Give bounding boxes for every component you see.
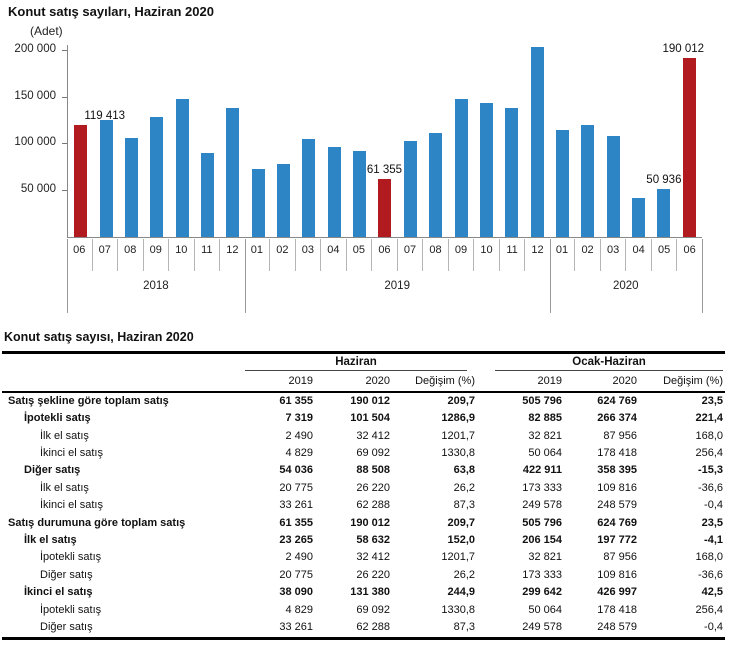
- bar-2020-04: [632, 198, 645, 237]
- bar-2018-11: [201, 153, 214, 237]
- empty-header-cell: [2, 373, 243, 391]
- row-value: 101 504: [350, 412, 390, 425]
- year-separator-line: [245, 239, 246, 313]
- col-header-haziran-2019: 2019: [243, 373, 315, 391]
- table-row: [2, 462, 725, 479]
- bar-2019-01: [252, 169, 265, 237]
- table-row: [2, 602, 725, 619]
- row-value: 26,2: [453, 481, 476, 494]
- table-row: [2, 532, 725, 549]
- bar-slot-2019-11: [499, 45, 524, 237]
- row-label: Diğer satış: [2, 619, 243, 638]
- col-header-ocakhaz-2019: 2019: [477, 373, 564, 391]
- row-value: 249 578: [522, 499, 563, 512]
- row-value: 358 395: [597, 464, 638, 477]
- row-value: 173 333: [522, 568, 563, 581]
- row-value: 23 265: [279, 534, 313, 547]
- row-value: -0,4: [704, 499, 724, 512]
- row-value: 131 380: [350, 586, 390, 599]
- row-label: İpotekli satış: [40, 551, 102, 564]
- row-value: 178 418: [597, 603, 638, 616]
- row-value: 32 412: [356, 429, 390, 442]
- bar-2019-09: [455, 99, 468, 237]
- bar-slot-2019-04: [322, 45, 347, 237]
- x-tick-label-2018-08: 08: [118, 239, 144, 271]
- table-row: [2, 445, 725, 462]
- bar-slot-2020-06: [677, 45, 702, 237]
- bar-2019-06: [378, 179, 391, 237]
- table-row: [2, 567, 725, 584]
- row-value: 7 319: [285, 412, 313, 425]
- row-value: 505 796: [522, 394, 563, 407]
- y-tick-label-50000: 50 000: [20, 183, 56, 195]
- x-tick-label-2019-01: 01: [245, 239, 271, 271]
- row-value: 109 816: [597, 481, 638, 494]
- bar-slot-2019-03: [296, 45, 321, 237]
- bar-value-label-2018-06: 119 413: [84, 110, 126, 122]
- bar-2020-01: [556, 130, 569, 237]
- row-value: 624 769: [597, 516, 638, 529]
- row-value: 209,7: [447, 394, 476, 407]
- row-value: 2 490: [285, 551, 313, 564]
- bar-slot-2019-05: [347, 45, 372, 237]
- y-tick-label-200000: 200 000: [14, 43, 56, 55]
- bar-2019-03: [302, 139, 315, 237]
- bar-slot-2019-01: [246, 45, 271, 237]
- row-value: 23,5: [701, 394, 724, 407]
- row-value: 168,0: [695, 551, 724, 564]
- x-tick-label-2020-02: 02: [575, 239, 601, 271]
- row-label: Satış şekline göre toplam satış: [8, 394, 169, 407]
- bar-2019-08: [429, 133, 442, 237]
- row-value: 206 154: [522, 534, 563, 547]
- bar-2018-08: [125, 138, 138, 237]
- row-value: 23,5: [701, 516, 724, 529]
- row-value: 1201,7: [441, 429, 476, 442]
- bar-2018-09: [150, 117, 163, 237]
- row-value: 221,4: [695, 412, 724, 425]
- row-value: 33 261: [243, 619, 315, 638]
- x-tick-label-2019-06: 06: [372, 239, 398, 271]
- table-row: [2, 515, 725, 532]
- row-value: 1201,7: [441, 551, 476, 564]
- row-label: İlk el satış: [40, 481, 89, 494]
- bar-slot-2019-08: [423, 45, 448, 237]
- row-value: 87,3: [392, 619, 477, 638]
- row-value: 88 508: [356, 464, 390, 477]
- row-value: 209,7: [447, 516, 476, 529]
- row-label: İkinci el satış: [40, 499, 103, 512]
- row-value: 54 036: [279, 464, 313, 477]
- table-title: Konut satış sayısı, Haziran 2020: [4, 330, 194, 344]
- row-label: Diğer satış: [40, 568, 93, 581]
- row-value: 249 578: [477, 619, 564, 638]
- row-value: 69 092: [356, 603, 390, 616]
- table-group-header-row: [2, 353, 725, 374]
- row-value: 62 288: [315, 619, 392, 638]
- bar-slot-2019-02: [271, 45, 296, 237]
- bar-slot-2020-03: [601, 45, 626, 237]
- bar-slot-2018-12: [220, 45, 245, 237]
- x-tick-label-2020-01: 01: [550, 239, 576, 271]
- row-value: 32 821: [528, 429, 563, 442]
- row-value: 87,3: [453, 499, 476, 512]
- row-value: 1330,8: [441, 603, 476, 616]
- row-value: 624 769: [597, 394, 638, 407]
- bar-slot-2020-04: [626, 45, 651, 237]
- row-value: 109 816: [597, 568, 638, 581]
- row-value: 256,4: [695, 603, 724, 616]
- bar-slot-2019-12: [524, 45, 549, 237]
- row-value: 266 374: [597, 412, 638, 425]
- row-value: 63,8: [453, 464, 476, 477]
- bar-slot-2018-09: [144, 45, 169, 237]
- row-value: 26,2: [453, 568, 476, 581]
- row-value: 4 829: [285, 603, 313, 616]
- bar-slot-2020-02: [575, 45, 600, 237]
- table-row: [2, 410, 725, 427]
- row-value: 26 220: [356, 568, 390, 581]
- row-value: 152,0: [447, 534, 476, 547]
- housing-sales-bar-chart: [0, 0, 730, 320]
- chart-title: Konut satış sayıları, Haziran 2020: [8, 4, 214, 19]
- row-value: 61 355: [279, 516, 313, 529]
- x-tick-label-2019-08: 08: [423, 239, 449, 271]
- col-header-haziran-2020: 2020: [315, 373, 392, 391]
- row-value: 256,4: [695, 447, 724, 460]
- col-header-haziran-change: Değişim (%): [392, 373, 477, 391]
- row-value: -36,6: [697, 568, 724, 581]
- x-tick-label-2018-12: 12: [226, 244, 239, 256]
- row-value: 168,0: [695, 429, 724, 442]
- row-value: 82 885: [528, 412, 563, 425]
- row-value: 20 775: [279, 568, 313, 581]
- x-tick-label-2019-10: 10: [474, 239, 500, 271]
- row-label: İlk el satış: [24, 534, 77, 547]
- row-value: 62 288: [356, 499, 390, 512]
- row-value: 1286,9: [441, 412, 476, 425]
- x-axis-month-band: [67, 239, 702, 271]
- x-tick-label-2019-07: 07: [398, 239, 424, 271]
- bar-slot-2018-10: [169, 45, 194, 237]
- group-header-haziran-label: Haziran: [245, 356, 467, 371]
- x-tick-label-2020-06: 06: [683, 244, 696, 256]
- x-tick-label-2018-06: 06: [67, 239, 93, 271]
- row-value: 50 064: [528, 603, 563, 616]
- row-value: 32 412: [356, 551, 390, 564]
- bar-2019-12: [531, 47, 544, 237]
- row-value: 69 092: [356, 447, 390, 460]
- table-row: [2, 497, 725, 514]
- row-value: 299 642: [522, 586, 563, 599]
- row-value: 178 418: [597, 447, 638, 460]
- row-value: 50 064: [528, 447, 563, 460]
- x-tick-label-2018-07: 07: [93, 239, 119, 271]
- group-header-ocak-haziran: [477, 353, 725, 374]
- bar-2018-10: [176, 99, 189, 237]
- x-tick-label-2019-09: 09: [449, 239, 475, 271]
- year-label-2019: 2019: [384, 280, 410, 292]
- row-value: -0,4: [639, 619, 725, 638]
- row-label: İpotekli satış: [40, 603, 102, 616]
- row-value: 190 012: [350, 516, 390, 529]
- bar-slot-2019-09: [448, 45, 473, 237]
- row-value: -15,3: [697, 464, 724, 477]
- year-separator-line: [550, 239, 551, 313]
- row-value: 244,9: [447, 586, 476, 599]
- bar-2018-12: [226, 108, 239, 237]
- row-label: Diğer satış: [24, 464, 81, 477]
- bar-2020-05: [657, 189, 670, 237]
- col-header-ocakhaz-2020: 2020: [564, 373, 639, 391]
- year-separator-line: [67, 239, 68, 313]
- y-axis-unit-label: (Adet): [30, 24, 63, 38]
- row-label: Satış durumuna göre toplam satış: [8, 516, 186, 529]
- bar-2020-02: [581, 125, 594, 237]
- row-value: 42,5: [701, 586, 724, 599]
- bar-slot-2020-01: [550, 45, 575, 237]
- bar-slot-2019-07: [398, 45, 423, 237]
- x-tick-label-2019-02: 02: [270, 239, 296, 271]
- bar-slot-2019-06: [372, 45, 397, 237]
- table-row: [2, 619, 725, 638]
- bar-2020-03: [607, 136, 620, 237]
- bar-2019-11: [505, 108, 518, 237]
- row-value: 422 911: [522, 464, 563, 477]
- row-value: 248 579: [597, 499, 638, 512]
- bar-slot-2018-08: [119, 45, 144, 237]
- x-tick-label-2020-04: 04: [626, 239, 652, 271]
- bar-value-label-2019-06: 61 355: [366, 164, 403, 176]
- row-value: 248 579: [564, 619, 639, 638]
- x-tick-label-2020-05: 05: [652, 239, 678, 271]
- bar-2018-07: [100, 120, 113, 237]
- row-value: 33 261: [279, 499, 313, 512]
- row-value: 87 956: [603, 551, 638, 564]
- row-value: 38 090: [279, 586, 313, 599]
- bar-2019-04: [328, 147, 341, 237]
- row-label: İpotekli satış: [24, 412, 91, 425]
- row-value: 20 775: [279, 481, 313, 494]
- x-tick-label-2020-03: 03: [601, 239, 627, 271]
- row-value: 4 829: [285, 447, 313, 460]
- table-row: [2, 584, 725, 601]
- bar-2019-07: [404, 141, 417, 237]
- table-row: [2, 428, 725, 445]
- row-value: 61 355: [279, 394, 313, 407]
- x-tick-label-2019-04: 04: [321, 239, 347, 271]
- bar-value-label-2020-06: 190 012: [662, 43, 705, 55]
- x-tick-label-2018-11: 11: [195, 239, 221, 271]
- housing-sales-table: [2, 351, 725, 640]
- x-tick-label-2019-12: 12: [531, 244, 544, 256]
- table-subheader-row: [2, 373, 725, 391]
- table-row: [2, 480, 725, 497]
- x-tick-label-2019-03: 03: [296, 239, 322, 271]
- bar-slot-2018-06: [68, 45, 93, 237]
- table-row: [2, 392, 725, 410]
- row-value: 190 012: [350, 394, 390, 407]
- row-value: 87 956: [603, 429, 638, 442]
- year-label-2018: 2018: [143, 280, 169, 292]
- bar-2018-06: [74, 125, 87, 237]
- row-value: 197 772: [597, 534, 638, 547]
- row-value: 2 490: [285, 429, 313, 442]
- table-row: [2, 549, 725, 566]
- y-tick-label-150000: 150 000: [14, 90, 56, 102]
- col-header-ocakhaz-change: Değişim (%): [639, 373, 725, 391]
- row-value: -4,1: [704, 534, 724, 547]
- bar-2020-06: [683, 58, 696, 237]
- bar-slot-2018-07: [93, 45, 118, 237]
- year-separator-line: [702, 239, 703, 313]
- row-value: 26 220: [356, 481, 390, 494]
- row-value: 58 632: [356, 534, 390, 547]
- bar-2019-02: [277, 164, 290, 237]
- bar-slot-2018-11: [195, 45, 220, 237]
- x-axis-year-band: [67, 276, 702, 300]
- row-label: İkinci el satış: [40, 447, 103, 460]
- x-tick-label-2018-09: 09: [144, 239, 170, 271]
- row-value: -36,6: [697, 481, 724, 494]
- plot-area: [67, 45, 702, 238]
- bar-value-label-2020-05: 50 936: [646, 174, 682, 186]
- row-value: 505 796: [522, 516, 563, 529]
- bar-2019-10: [480, 103, 493, 237]
- group-header-haziran: [243, 353, 477, 374]
- bar-slot-2019-10: [474, 45, 499, 237]
- empty-header-cell: [2, 353, 243, 374]
- row-label: İkinci el satış: [24, 586, 93, 599]
- bar-slot-2020-05: [651, 45, 676, 237]
- group-header-ocak-haziran-label: Ocak-Haziran: [495, 356, 723, 371]
- row-value: 1330,8: [441, 447, 476, 460]
- x-tick-label-2019-11: 11: [500, 239, 526, 271]
- year-label-2020: 2020: [612, 280, 639, 292]
- row-label: İlk el satış: [40, 429, 89, 442]
- y-tick-label-100000: 100 000: [14, 136, 56, 148]
- row-value: 426 997: [597, 586, 638, 599]
- x-tick-label-2018-10: 10: [169, 239, 195, 271]
- row-value: 32 821: [528, 551, 563, 564]
- x-tick-label-2019-05: 05: [347, 239, 373, 271]
- row-value: 173 333: [522, 481, 563, 494]
